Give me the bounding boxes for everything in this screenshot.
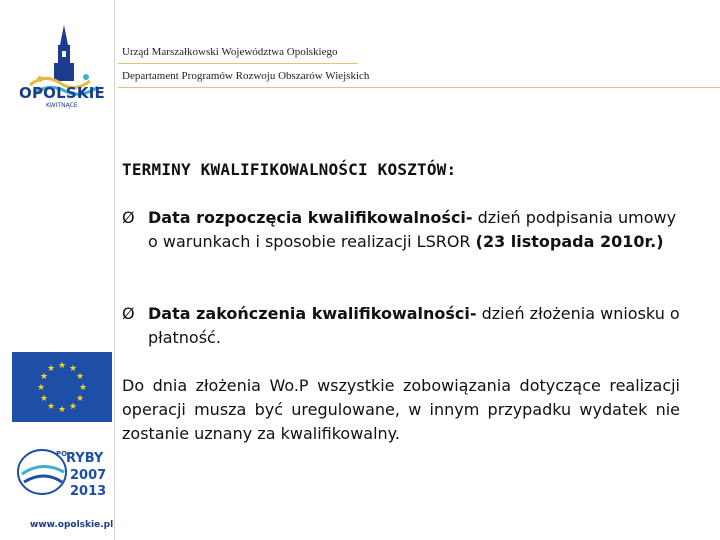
svg-text:★: ★ [46, 402, 56, 412]
po-ryby-logo [12, 432, 112, 512]
po-ryby-po: PO [56, 450, 68, 458]
svg-text:★: ★ [68, 364, 78, 374]
footer-url: www.opolskie.pl [30, 520, 114, 530]
bullet-label: Data rozpoczęcia kwalifikowalności- [148, 208, 473, 227]
eu-flag-icon [12, 352, 112, 422]
header-office-name: Urząd Marszałkowski Województwa Opolskiego [122, 46, 338, 58]
svg-text:★: ★ [39, 372, 49, 382]
svg-text:★: ★ [75, 372, 85, 382]
bullet-text: dzień podpisania umowy o warunkach i sposobie realizacji LSROR [148, 208, 677, 251]
bullet-label: Data zakończenia kwalifikowalności- [148, 304, 477, 323]
body-paragraph: Do dnia złożenia Wo.P wszystkie zobowiązania dotyczące realizacji operacji musza być uregulowane, w innym przypadku wydatek nie zostanie uznany za kwalifikowalny. [122, 376, 680, 443]
po-ryby-year1: 2007 [70, 468, 107, 483]
po-ryby-year2: 2013 [70, 484, 107, 499]
svg-text:★: ★ [36, 383, 46, 393]
svg-text:★: ★ [57, 405, 67, 415]
bullet-text: dzień złożenia wniosku o płatność. [148, 304, 680, 347]
slide-title: TERMINY KWALIFIKOWALNOŚCI KOSZTÓW: [122, 160, 457, 179]
svg-text:★: ★ [68, 402, 78, 412]
svg-text:★: ★ [75, 394, 85, 404]
vertical-divider [114, 0, 115, 540]
arrow-bullet-icon: Ø [122, 208, 135, 227]
header-divider [118, 87, 720, 88]
bullet-end-date [122, 302, 682, 350]
logo-subtitle: KWITNĄCE [46, 102, 78, 109]
bullet-date: (23 listopada 2010r.) [475, 232, 664, 251]
logo-wordmark: OPOLSKIE [19, 84, 105, 102]
po-ryby-title: RYBY [66, 451, 104, 466]
bullet-start-date [122, 206, 682, 254]
svg-text:★: ★ [46, 364, 56, 374]
svg-text:★: ★ [78, 383, 88, 393]
arrow-bullet-icon: Ø [122, 304, 135, 323]
header-divider-short [118, 63, 358, 64]
svg-text:★: ★ [39, 394, 49, 404]
header-department-name: Departament Programów Rozwoju Obszarów Wiejskich [122, 70, 370, 82]
svg-text:★: ★ [57, 361, 67, 371]
